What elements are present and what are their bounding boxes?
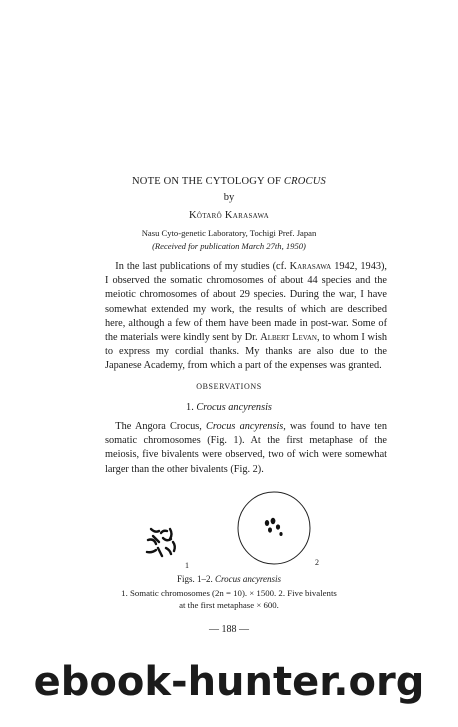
observations-heading: OBSERVATIONS <box>196 382 262 391</box>
byline: by <box>223 192 235 203</box>
figure-legend-line-1: 1. Somatic chromosomes (2n = 10). × 1500. 2. Five bivalents <box>121 588 337 598</box>
page-number: — 188 — <box>209 624 249 635</box>
author-name: Kôtarô Karasawa <box>189 210 269 221</box>
intro-paragraph: In the last publications of my studies (cf. Karasawa 1942, 1943), I observed the somatic chromosomes of about 44 species and the meiotic chromosomes of about 29 species. During the war, I have somewhat extended my work, the results of which are described here, although a few of them have been made in post-war. Some of the materials were kindly sent by Dr. Albert Levan, to whom I wish to express my cordial thanks. My thanks are also due to the Japanese Academy, from which a part of the expenses was granted. <box>105 261 387 372</box>
somatic-chromosomes-drawing <box>147 529 175 556</box>
figure-legend <box>0 587 458 611</box>
figure-label-2: 2 <box>315 558 319 567</box>
figure <box>0 478 458 578</box>
section-heading: 1. Crocus ancyrensis <box>186 402 272 413</box>
figure-drawing <box>0 478 458 578</box>
figure-caption: Figs. 1–2. Crocus ancyrensis <box>176 574 282 584</box>
article-title: NOTE ON THE CYTOLOGY OF CROCUS <box>132 176 326 187</box>
figure-legend-line-2: at the first metaphase × 600. <box>179 600 279 610</box>
observation-paragraph: The Angora Crocus, Crocus ancyrensis, was found to have ten somatic chromosomes (Fig. 1). At the first metaphase of the meiosis, five bivalents were observed, two of wich were somewhat larger than the other bivalents (Fig. 2). <box>105 421 387 475</box>
watermark: ebook-hunter.org <box>33 659 425 705</box>
received-date: (Received for publication March 27th, 1950) <box>152 241 306 251</box>
figure-label-1: 1 <box>185 561 189 570</box>
author-affiliation: Nasu Cyto-genetic Laboratory, Tochigi Pref. Japan <box>141 228 317 238</box>
metaphase-cell-drawing <box>238 492 310 564</box>
